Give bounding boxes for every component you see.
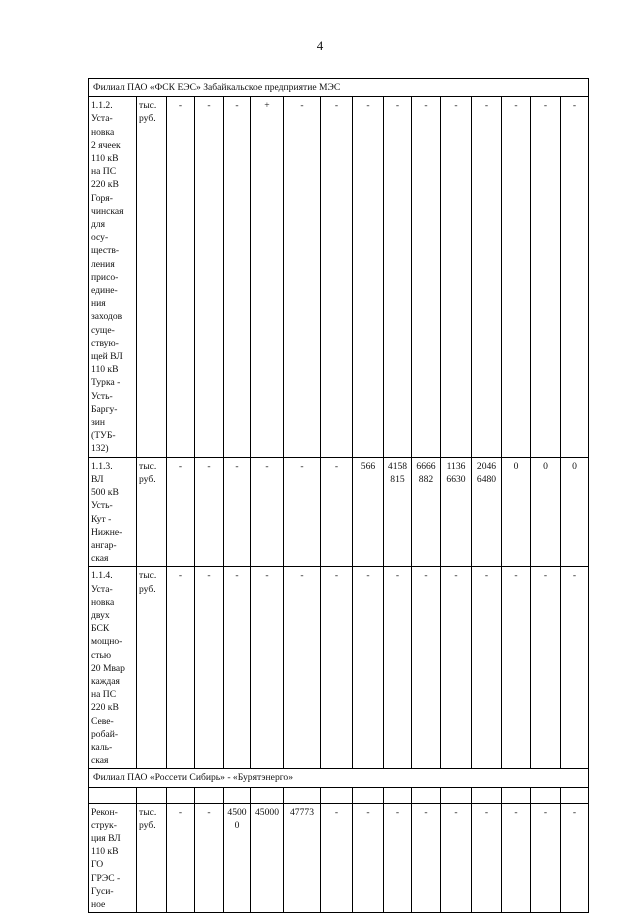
value-cell: - [531,567,561,769]
table-row [89,787,589,803]
value-cell: - [195,803,224,913]
value-cell: - [412,803,441,913]
value-cell: 0 [561,457,589,567]
value-cell: + [251,97,284,457]
value-cell: - [284,567,321,769]
value-cell: 1136 6630 [441,457,472,567]
value-cell: 45000 [251,803,284,913]
value-cell: - [502,97,531,457]
value-cell: - [195,97,224,457]
value-cell: - [284,457,321,567]
project-name: 1.1.4. Уста- новка двух БСК мощно- стью 20 Мвар каждая на ПС 220 кВ Севе- робай- каль- ская [89,567,137,769]
value-cell: - [384,97,412,457]
value-cell: 2046 6480 [472,457,502,567]
value-cell: - [321,97,353,457]
value-cell: - [441,803,472,913]
value-cell: - [561,97,589,457]
value-cell: 0 [531,457,561,567]
value-cell: - [353,567,384,769]
value-cell: 4500 0 [224,803,251,913]
section-title: Филиал ПАО «Россети Сибирь» - «Бурятэнерго» [89,769,589,787]
value-cell: - [441,567,472,769]
unit-cell: тыс. руб. [137,97,167,457]
value-cell: 566 [353,457,384,567]
value-cell: - [251,457,284,567]
value-cell: - [251,567,284,769]
value-cell: - [167,97,195,457]
unit-cell: тыс. руб. [137,803,167,913]
value-cell: - [412,567,441,769]
section-header [89,79,589,97]
value-cell: - [384,803,412,913]
value-cell: - [284,97,321,457]
value-cell: 47773 [284,803,321,913]
page-number: 4 [316,38,324,53]
value-cell: - [224,567,251,769]
table-row [89,567,589,769]
section-title: Филиал ПАО «ФСК ЕЭС» Забайкальское предприятие МЭС [89,79,589,97]
value-cell: - [167,567,195,769]
value-cell: - [472,97,502,457]
table-row [89,97,589,457]
value-cell: - [224,457,251,567]
value-cell: - [502,567,531,769]
value-cell: - [561,803,589,913]
unit-cell: тыс. руб. [137,567,167,769]
value-cell: - [353,803,384,913]
value-cell: 4158 815 [384,457,412,567]
value-cell: - [321,567,353,769]
project-name: 1.1.2. Уста- новка 2 ячеек 110 кВ на ПС 220 кВ Горя- чинская для осу- ществ- ления присо- едине- ния заходов суще- ствую- щей ВЛ 110 кВ Турка - Усть- Баргу- зин (ТУБ- 132) [89,97,137,457]
project-name: 1.1.3. ВЛ 500 кВ Усть- Кут - Нижне- ангар- ская [89,457,137,567]
value-cell: - [531,97,561,457]
table-row [89,803,589,913]
value-cell: - [167,457,195,567]
value-cell: - [384,567,412,769]
investment-table [88,78,589,913]
value-cell: - [353,97,384,457]
value-cell: - [472,803,502,913]
project-name: Рекон- струк- ция ВЛ 110 кВ ГО ГРЭС - Гуси- ное [89,803,137,913]
table-row [89,457,589,567]
section-header [89,769,589,787]
value-cell: - [531,803,561,913]
value-cell: - [502,803,531,913]
value-cell: - [224,97,251,457]
value-cell: - [412,97,441,457]
value-cell: 0 [502,457,531,567]
value-cell: 6666 882 [412,457,441,567]
value-cell: - [167,803,195,913]
value-cell: - [472,567,502,769]
unit-cell: тыс. руб. [137,457,167,567]
value-cell: - [321,457,353,567]
value-cell: - [441,97,472,457]
value-cell: - [195,567,224,769]
value-cell: - [561,567,589,769]
value-cell: - [195,457,224,567]
value-cell: - [321,803,353,913]
